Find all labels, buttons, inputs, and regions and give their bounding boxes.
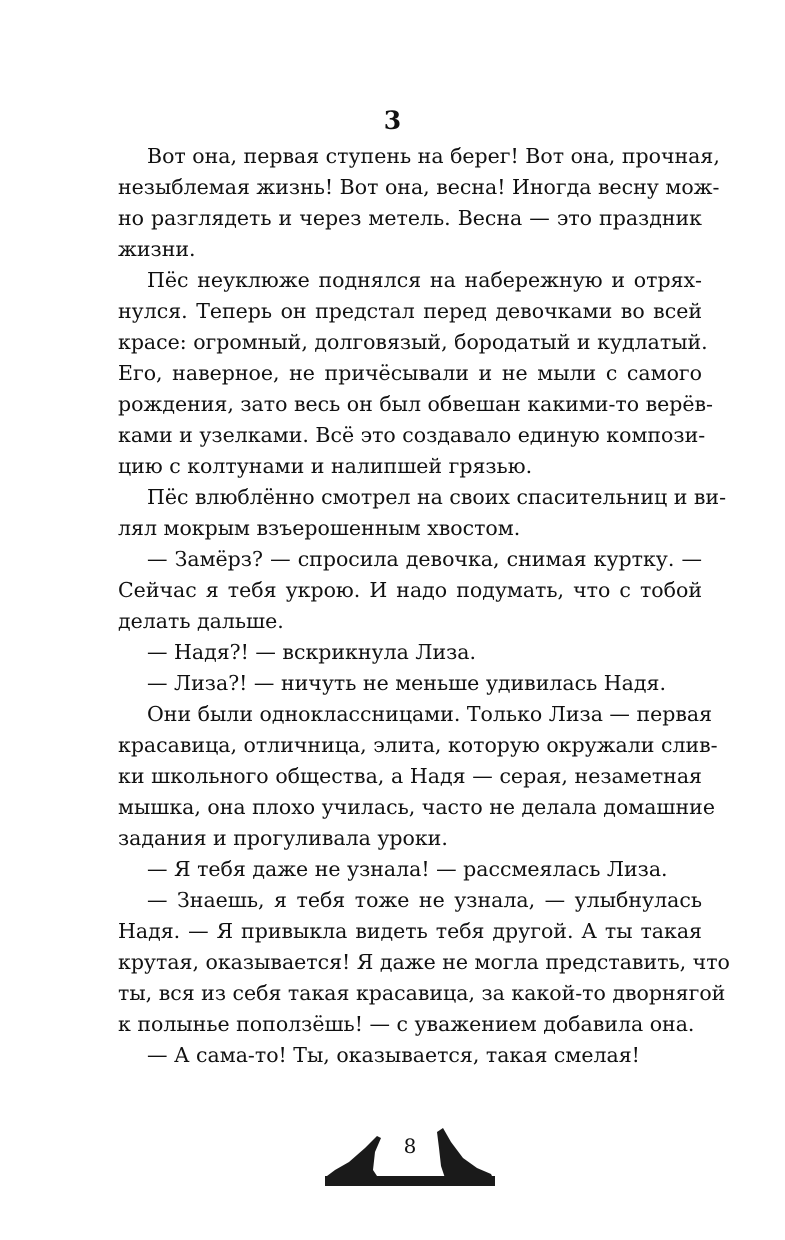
- text-line: ками и узелками. Всё это создавало единую компози-: [118, 423, 706, 447]
- text-line: делать дальше.: [118, 609, 284, 633]
- text-line: — Я тебя даже не узнала! — рассмеялась Лиза.: [147, 857, 668, 881]
- text-line: красе: огромный, долговязый, бородатый и кудлатый.: [118, 330, 708, 354]
- text-line: жизни.: [118, 237, 196, 261]
- text-line: лял мокрым взъерошенным хвостом.: [118, 516, 521, 540]
- text-line: рождения, зато весь он был обвешан какими-то верёв-: [118, 392, 713, 416]
- text-line: Пёс влюблённо смотрел на своих спасительниц и ви-: [147, 485, 727, 509]
- text-line: но разглядеть и через метель. Весна — это праздник: [118, 206, 702, 230]
- page-number: 8: [403, 1134, 417, 1158]
- text-line: задания и прогуливала уроки.: [118, 826, 448, 850]
- text-line: красавица, отличница, элита, которую окружали слив-: [118, 733, 718, 757]
- chapter-number: 3: [383, 106, 402, 135]
- body-text: [118, 141, 730, 1071]
- text-line: цию с колтунами и налипшей грязью.: [118, 454, 533, 478]
- text-line: незыблемая жизнь! Вот она, весна! Иногда весну мож-: [118, 175, 720, 199]
- text-line: — Знаешь, я тебя тоже не узнала, — улыбнулась: [147, 888, 702, 912]
- text-line: Вот она, первая ступень на берег! Вот она, прочная,: [147, 144, 720, 168]
- text-line: — Надя?! — вскрикнула Лиза.: [147, 640, 477, 664]
- text-line: ты, вся из себя такая красавица, за какой-то дворнягой: [118, 981, 726, 1005]
- text-line: Сейчас я тебя укрою. И надо подумать, что с тобой: [118, 578, 702, 602]
- text-line: мышка, она плохо училась, часто не делала домашние: [118, 795, 715, 819]
- text-line: — Замёрз? — спросила девочка, снимая куртку. —: [147, 547, 702, 571]
- text-line: крутая, оказывается! Я даже не могла представить, что: [118, 950, 730, 974]
- text-line: Его, наверное, не причёсывали и не мыли с самого: [118, 361, 702, 385]
- text-line: — А сама-то! Ты, оказывается, такая смелая!: [147, 1043, 640, 1067]
- text-line: ки школьного общества, а Надя — серая, незаметная: [118, 764, 702, 788]
- text-line: к полынье поползёшь! — с уважением добавила она.: [118, 1012, 695, 1036]
- text-line: нулся. Теперь он предстал перед девочками во всей: [118, 299, 702, 323]
- page-footer: [325, 1118, 495, 1190]
- text-line: Они были одноклассницами. Только Лиза — первая: [147, 702, 713, 726]
- text-line: Надя. — Я привыкла видеть тебя другой. А ты такая: [118, 919, 702, 943]
- text-line: Пёс неуклюже поднялся на набережную и отрях-: [147, 268, 702, 292]
- text-line: — Лиза?! — ничуть не меньше удивилась Надя.: [147, 671, 666, 695]
